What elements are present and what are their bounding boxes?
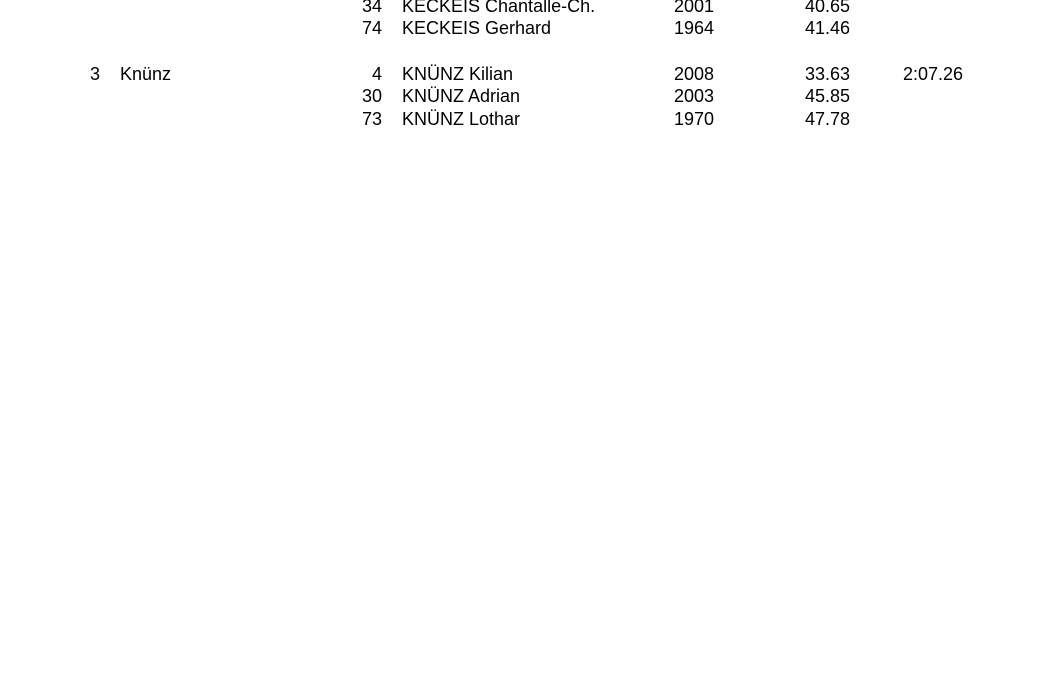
run-time: 45.85 [804, 86, 850, 106]
result-row [0, 0, 1058, 17]
birth-year: 2008 [674, 64, 715, 84]
athlete-name: KECKEIS Gerhard [402, 18, 552, 38]
bib-number: 73 [361, 109, 382, 129]
team-rank: 3 [89, 64, 100, 84]
result-row [0, 17, 1058, 39]
bib-number: 34 [361, 0, 382, 16]
result-row [0, 108, 1058, 130]
athlete-name: KNÜNZ Kilian [402, 64, 514, 84]
run-time: 47.78 [804, 109, 850, 129]
run-time: 33.63 [804, 64, 850, 84]
bib-number: 4 [371, 64, 382, 84]
bib-number: 74 [361, 18, 382, 38]
birth-year: 2001 [674, 0, 715, 16]
birth-year: 1970 [674, 109, 715, 129]
birth-year: 1964 [674, 18, 715, 38]
birth-year: 2003 [674, 86, 715, 106]
athlete-name: KECKEIS Chantalle-Ch. [402, 0, 596, 16]
team-name: Knünz [120, 64, 172, 84]
run-time: 40.65 [804, 0, 850, 16]
run-time: 41.46 [804, 18, 850, 38]
athlete-name: KNÜNZ Adrian [402, 86, 521, 106]
team-total-time: 2:07.26 [902, 64, 963, 84]
bib-number: 30 [361, 86, 382, 106]
athlete-name: KNÜNZ Lothar [402, 109, 521, 129]
result-row [0, 85, 1058, 107]
result-row [0, 63, 1058, 85]
